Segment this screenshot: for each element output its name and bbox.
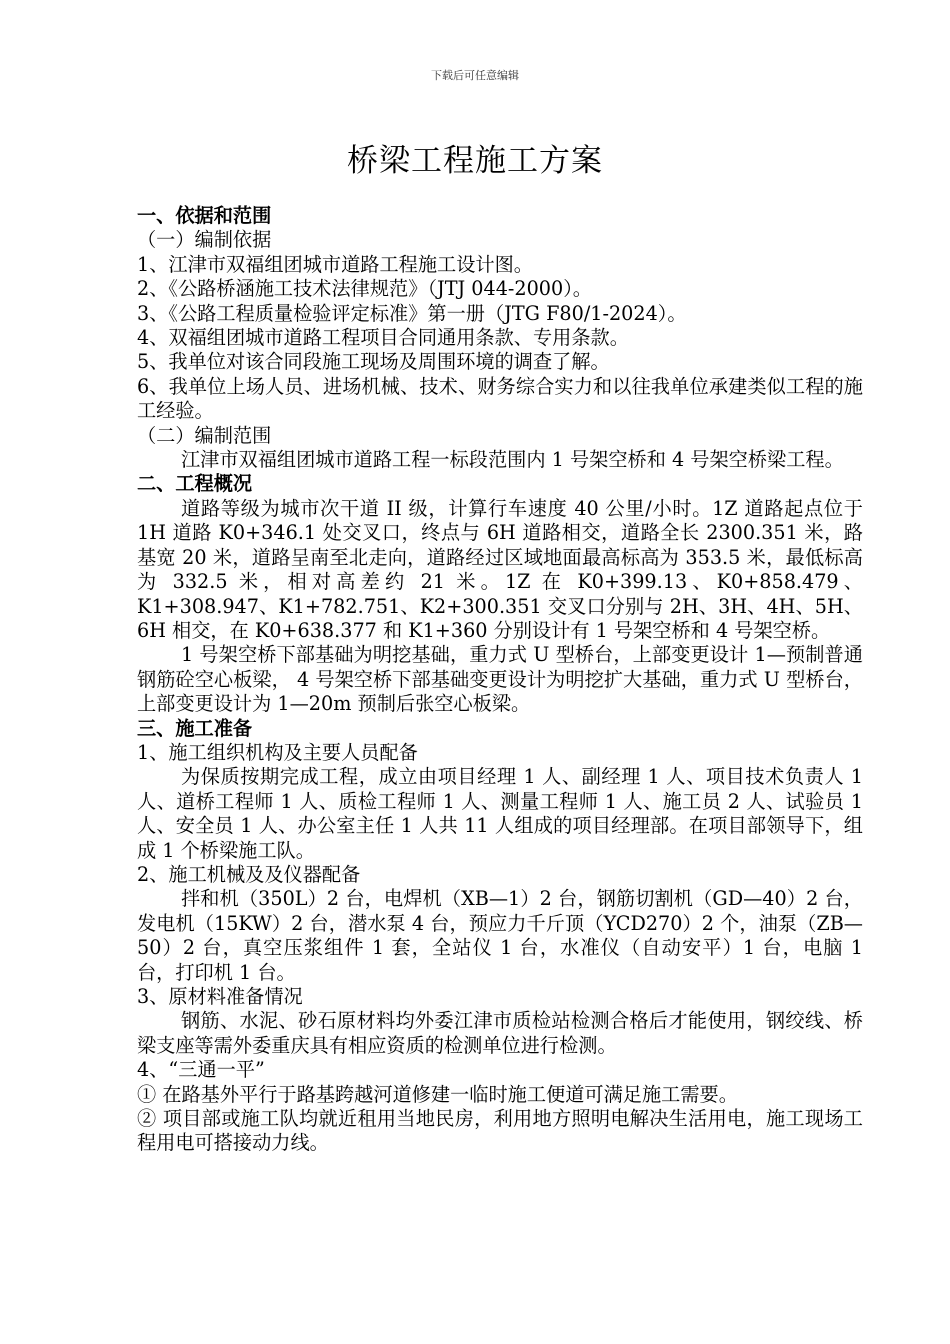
section-heading-preparation: 三、施工准备 (137, 716, 253, 740)
section-heading-overview: 二、工程概况 (137, 472, 253, 496)
paragraph-road-overview: 道路等级为城市次干道 II 级，计算行车速度 40 公里/小时。1Z 道路起点位于 1H 道路 K0+346.1 处交叉口，终点与 6H 道路相交，道路全长 2300.351 米，路基宽 20 米，道路呈南至北走向，道路经过区域地面最高标高为 353.5 米，最低标高为 332.5 米，相对高差约 21 米。1Z 在 K0+399.13、K0+858.479、K1+308.947、K1+782.751、K2+300.351 交叉口分别与 2H、3H、4H、5H、6H 相交，在 K0+638.377 和 K1+360 分别设计有 1 号架空桥和 4 号架空桥。 (137, 496, 863, 642)
list-item: ① 在路基外平行于路基跨越河道修建一临时施工便道可满足施工需要。 (137, 1082, 738, 1106)
list-item: 3、《公路工程质量检验评定标准》第一册（JTG F80/1-2024）。 (137, 301, 687, 325)
list-item: 5、我单位对该合同段施工现场及周围环境的调查了解。 (137, 350, 610, 374)
paragraph-bridge-overview: 1 号架空桥下部基础为明挖基础，重力式 U 型桥台，上部变更设计 1—预制普通钢筋砼空心板梁， 4 号架空桥下部基础变更设计为明挖扩大基础，重力式 U 型桥台，上部变更设计为 1—20m 预制后张空心板梁。 (137, 643, 863, 716)
list-item: 2、《公路桥涵施工技术法律规范》（JTJ 044-2000）。 (137, 277, 592, 301)
list-item: 2、施工机械及及仪器配备 (137, 862, 361, 886)
list-item: 4、双福组团城市道路工程项目合同通用条款、专用条款。 (137, 326, 629, 350)
list-item: ② 项目部或施工队均就近租用当地民房，利用地方照明电解决生活用电，施工现场工程用电可搭接动力线。 (137, 1107, 863, 1155)
list-item: 4、“三通一平” (137, 1058, 265, 1082)
list-item: 3、原材料准备情况 (137, 985, 303, 1008)
document-body (137, 204, 863, 1156)
list-item: 1、施工组织机构及主要人员配备 (137, 740, 418, 764)
document-title: 桥梁工程施工方案 (347, 143, 603, 179)
header-note: 下载后可任意编辑 (431, 69, 519, 82)
paragraph-scope: 江津市双福组团城市道路工程一标段范围内 1 号架空桥和 4 号架空桥梁工程。 (181, 448, 844, 472)
list-item: 6、我单位上场人员、进场机械、技术、财务综合实力和以往我单位承建类似工程的施工经验。 (137, 374, 863, 423)
paragraph-materials: 钢筋、水泥、砂石原材料均外委江津市质检站检测合格后才能使用，钢绞线、桥梁支座等需外委重庆具有相应资质的检测单位进行检测。 (137, 1009, 863, 1057)
subheading-basis: （一）编制依据 (137, 228, 272, 252)
subheading-scope: （二）编制范围 (137, 423, 272, 447)
paragraph-machinery: 拌和机（350L）2 台，电焊机（XB—1）2 台，钢筋切割机（GD—40）2 台，发电机（15KW）2 台，潜水泵 4 台，预应力千斤顶（YCD270）2 个，油泵（ZB—50）2 台，真空压浆组件 1 套，全站仪 1 台，水准仪（自动安平）1 台，电脑 1 台，打印机 1 台。 (137, 887, 863, 984)
section-heading-basis: 一、依据和范围 (137, 204, 272, 227)
paragraph-organization: 为保质按期完成工程，成立由项目经理 1 人、副经理 1 人、项目技术负责人 1 人、道桥工程师 1 人、质检工程师 1 人、测量工程师 1 人、施工员 2 人、试验员 1 人、安全员 1 人、办公室主任 1 人共 11 人组成的项目经理部。在项目部领导下，组成 1 个桥梁施工队。 (137, 765, 863, 862)
list-item: 1、江津市双福组团城市道路工程施工设计图。 (137, 252, 533, 276)
